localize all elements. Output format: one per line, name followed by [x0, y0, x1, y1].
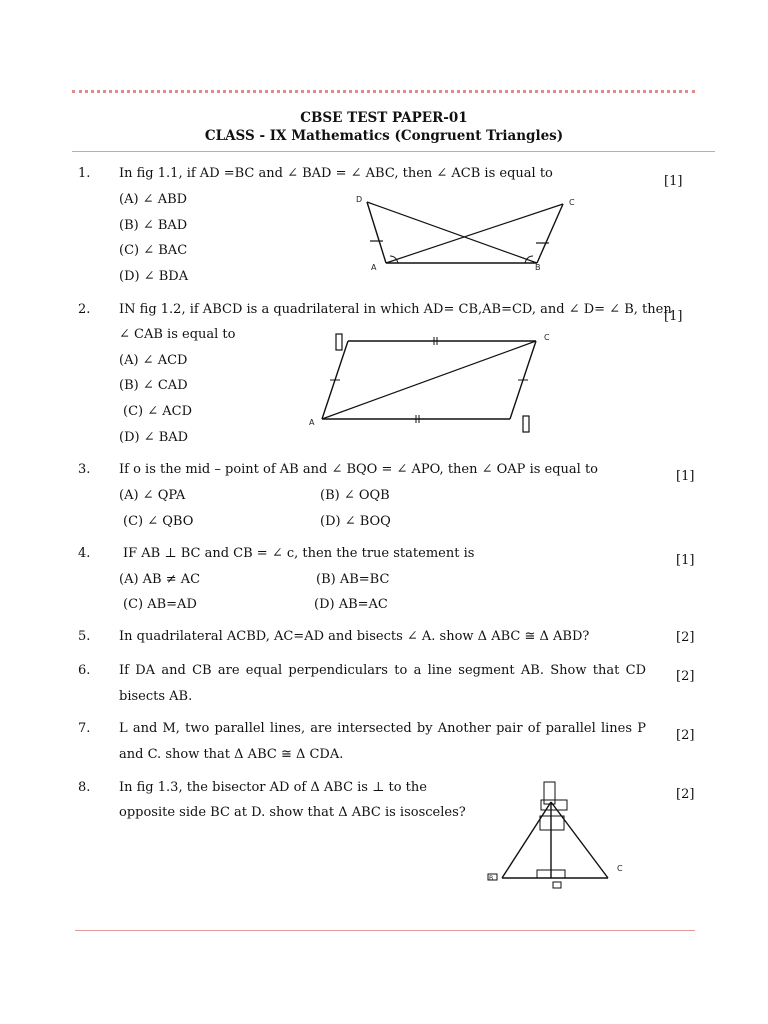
question-marks: [1]: [676, 469, 695, 484]
question-number: 2.: [78, 302, 91, 317]
corner-box-icon: [523, 416, 529, 432]
vertex-label-c: C: [544, 333, 550, 342]
option-d: (D) ∠ BOQ: [320, 514, 391, 529]
question-number: 3.: [78, 462, 91, 477]
option-b: (B) ∠ BAD: [119, 218, 188, 233]
question-text-line2: and C. show that Δ ABC ≅ Δ CDA.: [119, 747, 344, 762]
question-text-line2: bisects AB.: [119, 689, 193, 704]
question-marks: [1]: [676, 553, 695, 568]
question-marks: [2]: [676, 669, 695, 684]
question-text: If o is the mid – point of AB and ∠ BQO = ∠ APO, then ∠ OAP is equal to: [119, 462, 599, 477]
vertex-label-d: D: [356, 195, 363, 204]
question-text-line1: If DA and CB are equal perpendiculars to a line segment AB. Show that CD: [119, 663, 646, 678]
question-text: IF AB ⊥ BC and CB = ∠ c, then the true statement is: [123, 546, 475, 561]
option-d: (D) ∠ BAD: [119, 430, 189, 445]
question-text-line2: opposite side BC at D. show that Δ ABC is isosceles?: [119, 805, 466, 820]
question-number: 5.: [78, 629, 91, 644]
vertex-label-c: C: [569, 198, 575, 207]
vertex-label-b: B: [535, 263, 541, 272]
question-number: 1.: [78, 166, 91, 181]
question-marks: [2]: [676, 630, 695, 645]
option-c: (C) ∠ QBO: [123, 514, 194, 529]
question-marks: [2]: [676, 728, 695, 743]
corner-box-icon: [336, 334, 342, 350]
question-marks: [2]: [676, 787, 695, 802]
option-a: (A) ∠ ABD: [119, 192, 188, 207]
option-a: (A) ∠ ACD: [119, 353, 188, 368]
option-b: (B) AB=BC: [316, 572, 390, 587]
paper-title: CBSE TEST PAPER-01: [300, 110, 468, 126]
question-number: 7.: [78, 721, 91, 736]
figure-1-3: [485, 780, 630, 892]
option-c: (C) AB=AD: [123, 597, 197, 612]
question-number: 8.: [78, 780, 91, 795]
paper-subtitle: CLASS - IX Mathematics (Congruent Triangles): [204, 128, 564, 144]
question-text-line1: L and M, two parallel lines, are intersected by Another pair of parallel lines P: [119, 721, 646, 736]
question-marks: [1]: [664, 309, 683, 324]
angle-box-icon: [540, 816, 564, 830]
vertex-label-b: B: [489, 875, 494, 882]
question-text-line2: ∠ CAB is equal to: [119, 327, 236, 342]
option-b: (B) ∠ OQB: [320, 488, 390, 503]
vertex-label-c: C: [617, 864, 623, 873]
foot-box-icon: [553, 882, 561, 888]
header-rule: [72, 151, 715, 152]
figure-1-1: [350, 192, 590, 274]
vertex-label-a: A: [371, 263, 377, 272]
option-d: (D) ∠ BDA: [119, 269, 189, 284]
vertex-label-a: A: [309, 418, 315, 427]
option-b: (B) ∠ CAD: [119, 378, 188, 393]
option-a: (A) ∠ QPA: [119, 488, 186, 503]
option-c: (C) ∠ BAC: [119, 243, 188, 258]
question-number: 4.: [78, 546, 91, 561]
option-c: (C) ∠ ACD: [123, 404, 193, 419]
question-marks: [1]: [664, 174, 683, 189]
apex-box-icon: [544, 782, 555, 804]
top-dotted-rule: [72, 90, 695, 93]
question-text-line1: In fig 1.3, the bisector AD of Δ ABC is ⊥ to the: [119, 780, 427, 795]
question-text: In fig 1.1, if AD =BC and ∠ BAD = ∠ ABC, then ∠ ACB is equal to: [119, 166, 553, 181]
figure-1-2: [305, 330, 555, 435]
question-text-line1: IN fig 1.2, if ABCD is a quadrilateral in which AD= CB,AB=CD, and ∠ D= ∠ B, then: [119, 302, 672, 317]
question-text: In quadrilateral ACBD, AC=AD and bisects ∠ A. show Δ ABC ≅ Δ ABD?: [119, 629, 590, 644]
option-a: (A) AB ≠ AC: [119, 572, 201, 587]
bottom-rule: [75, 930, 695, 931]
question-number: 6.: [78, 663, 91, 678]
option-d: (D) AB=AC: [314, 597, 388, 612]
